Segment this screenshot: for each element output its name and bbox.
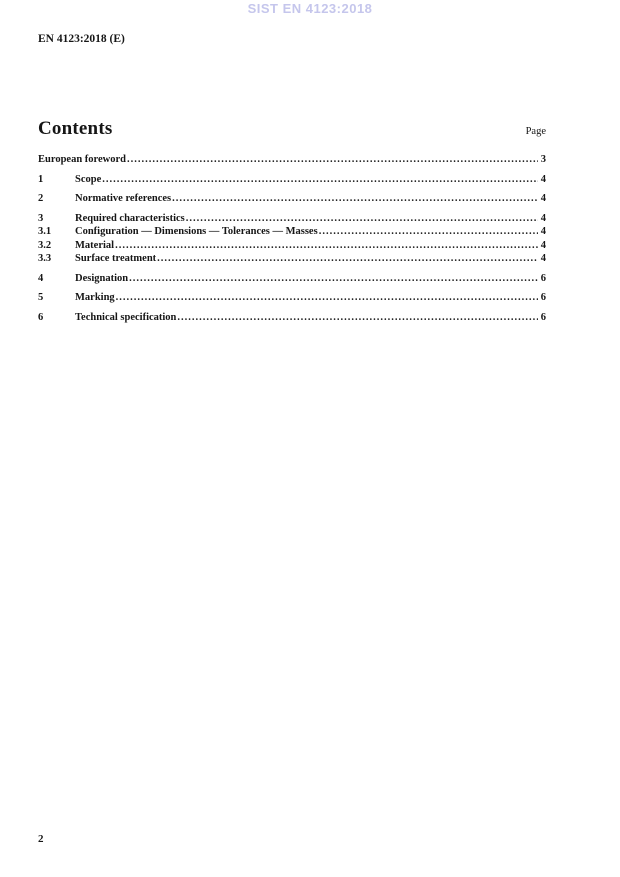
toc-entry <box>38 311 546 325</box>
toc-entry-title: Scope <box>75 173 102 185</box>
toc-entry-page: 6 <box>540 292 546 303</box>
toc-entry-page: 4 <box>540 212 546 224</box>
toc-entry-number: 3.1 <box>38 226 52 237</box>
dot-leader <box>115 239 538 253</box>
dot-leader <box>129 272 538 286</box>
toc-entry-page: 6 <box>540 272 546 284</box>
toc-entry-number: 5 <box>38 292 44 303</box>
toc-entry-number: 3.3 <box>38 253 52 264</box>
toc-entry-title: Normative references <box>75 193 172 204</box>
toc-entry-number: 3.2 <box>38 239 52 251</box>
toc-entry <box>38 153 546 167</box>
toc-entry-page: 4 <box>540 173 546 185</box>
dot-leader <box>319 225 538 239</box>
toc-entry <box>38 239 546 253</box>
dot-leader <box>102 173 538 187</box>
contents-header <box>38 118 546 140</box>
document-reference: EN 4123:2018 (E) <box>38 33 125 45</box>
toc-entry-page: 4 <box>540 193 546 204</box>
toc-entry-title: Material <box>75 239 115 251</box>
dot-leader <box>186 212 538 226</box>
toc-entry <box>38 212 546 226</box>
toc-entry <box>38 225 546 239</box>
toc-entry <box>38 252 546 266</box>
toc-entry-number: 4 <box>38 272 44 284</box>
toc-entry-page: 4 <box>540 239 546 251</box>
page-column-label: Page <box>525 126 546 137</box>
dot-leader <box>127 153 538 167</box>
toc-entry-page: 3 <box>540 154 546 165</box>
toc-entry-title: Designation <box>75 272 129 284</box>
watermark-header: SIST EN 4123:2018 <box>247 1 373 16</box>
toc-entry <box>38 272 546 286</box>
toc-entry-title: Surface treatment <box>75 253 157 264</box>
footer-page-number: 2 <box>38 833 44 845</box>
table-of-contents <box>38 153 546 324</box>
toc-entry-title: Required characteristics <box>75 212 185 224</box>
dot-leader <box>172 192 538 206</box>
dot-leader <box>177 311 537 325</box>
toc-entry-page: 6 <box>540 311 546 323</box>
toc-entry <box>38 173 546 187</box>
toc-entry-number: 3 <box>38 212 44 224</box>
toc-entry-title: Configuration — Dimensions — Tolerances — Masses <box>75 226 318 237</box>
toc-entry-number: 2 <box>38 193 44 204</box>
contents-title: Contents <box>38 118 113 139</box>
toc-entry-title: European foreword <box>38 154 126 165</box>
toc-entry <box>38 291 546 305</box>
toc-entry-number: 6 <box>38 311 44 323</box>
dot-leader <box>116 291 538 305</box>
toc-entry <box>38 192 546 206</box>
toc-entry-number: 1 <box>38 173 44 185</box>
toc-entry-title: Technical specification <box>75 311 177 323</box>
toc-entry-page: 4 <box>540 226 546 237</box>
toc-entry-page: 4 <box>540 253 546 264</box>
toc-entry-title: Marking <box>75 292 115 303</box>
dot-leader <box>157 252 538 266</box>
